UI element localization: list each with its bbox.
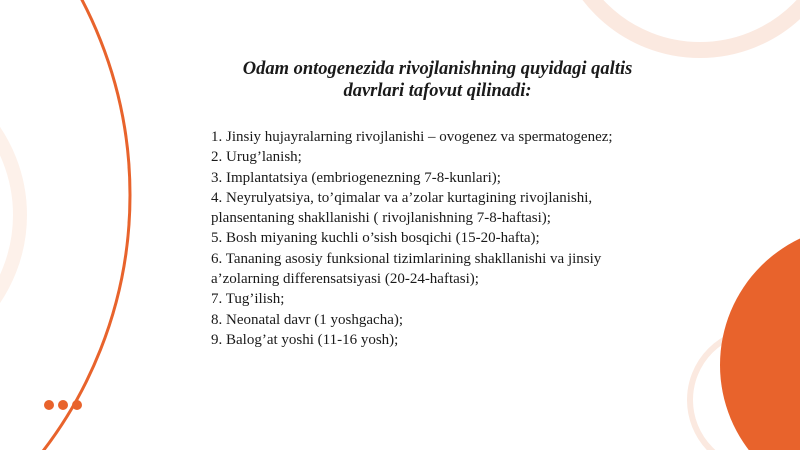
list-item: a’zolarning differensatsiyasi (20-24-haftasi); xyxy=(211,271,479,288)
list-item: 4. Neyrulyatsiya, to’qimalar va a’zolar kurtagining rivojlanishi, xyxy=(211,189,593,206)
list-item: 5. Bosh miyaning kuchli o’sish bosqichi (15-20-hafta); xyxy=(211,230,540,247)
slide-title xyxy=(200,58,675,102)
faint-arc-top-right xyxy=(560,0,800,50)
list-item: 1. Jinsiy hujayralarning rivojlanishi – ovogenez va spermatogenez; xyxy=(211,129,613,145)
list-item: 6. Tananing asosiy funksional tizimlarining shakllanishi va jinsiy xyxy=(211,250,602,267)
stages-list xyxy=(211,127,691,350)
dot-icon xyxy=(58,400,68,410)
faint-arc-left xyxy=(0,65,20,365)
orange-circle-bottom-right xyxy=(720,225,800,450)
list-item: 8. Neonatal davr (1 yoshgacha); xyxy=(211,311,404,328)
list-item: 7. Tug’ilish; xyxy=(211,291,285,308)
list-item: 9. Balog’at yoshi (11-16 yosh); xyxy=(211,331,399,348)
list-item: plansentaning shakllanishi ( rivojlanishning 7-8-haftasi); xyxy=(211,210,551,227)
list-item: 2. Urug’lanish; xyxy=(211,149,302,166)
dot-icon xyxy=(72,400,82,410)
title-line-2: davrlari tafovut qilinadi: xyxy=(343,81,532,101)
dot-icon xyxy=(44,400,54,410)
list-item: 3. Implantatsiya (embriogenezning 7-8-kunlari); xyxy=(211,169,501,186)
title-line-1: Odam ontogenezida rivojlanishning quyidagi qaltis xyxy=(242,59,633,79)
decorative-dots xyxy=(44,400,82,410)
